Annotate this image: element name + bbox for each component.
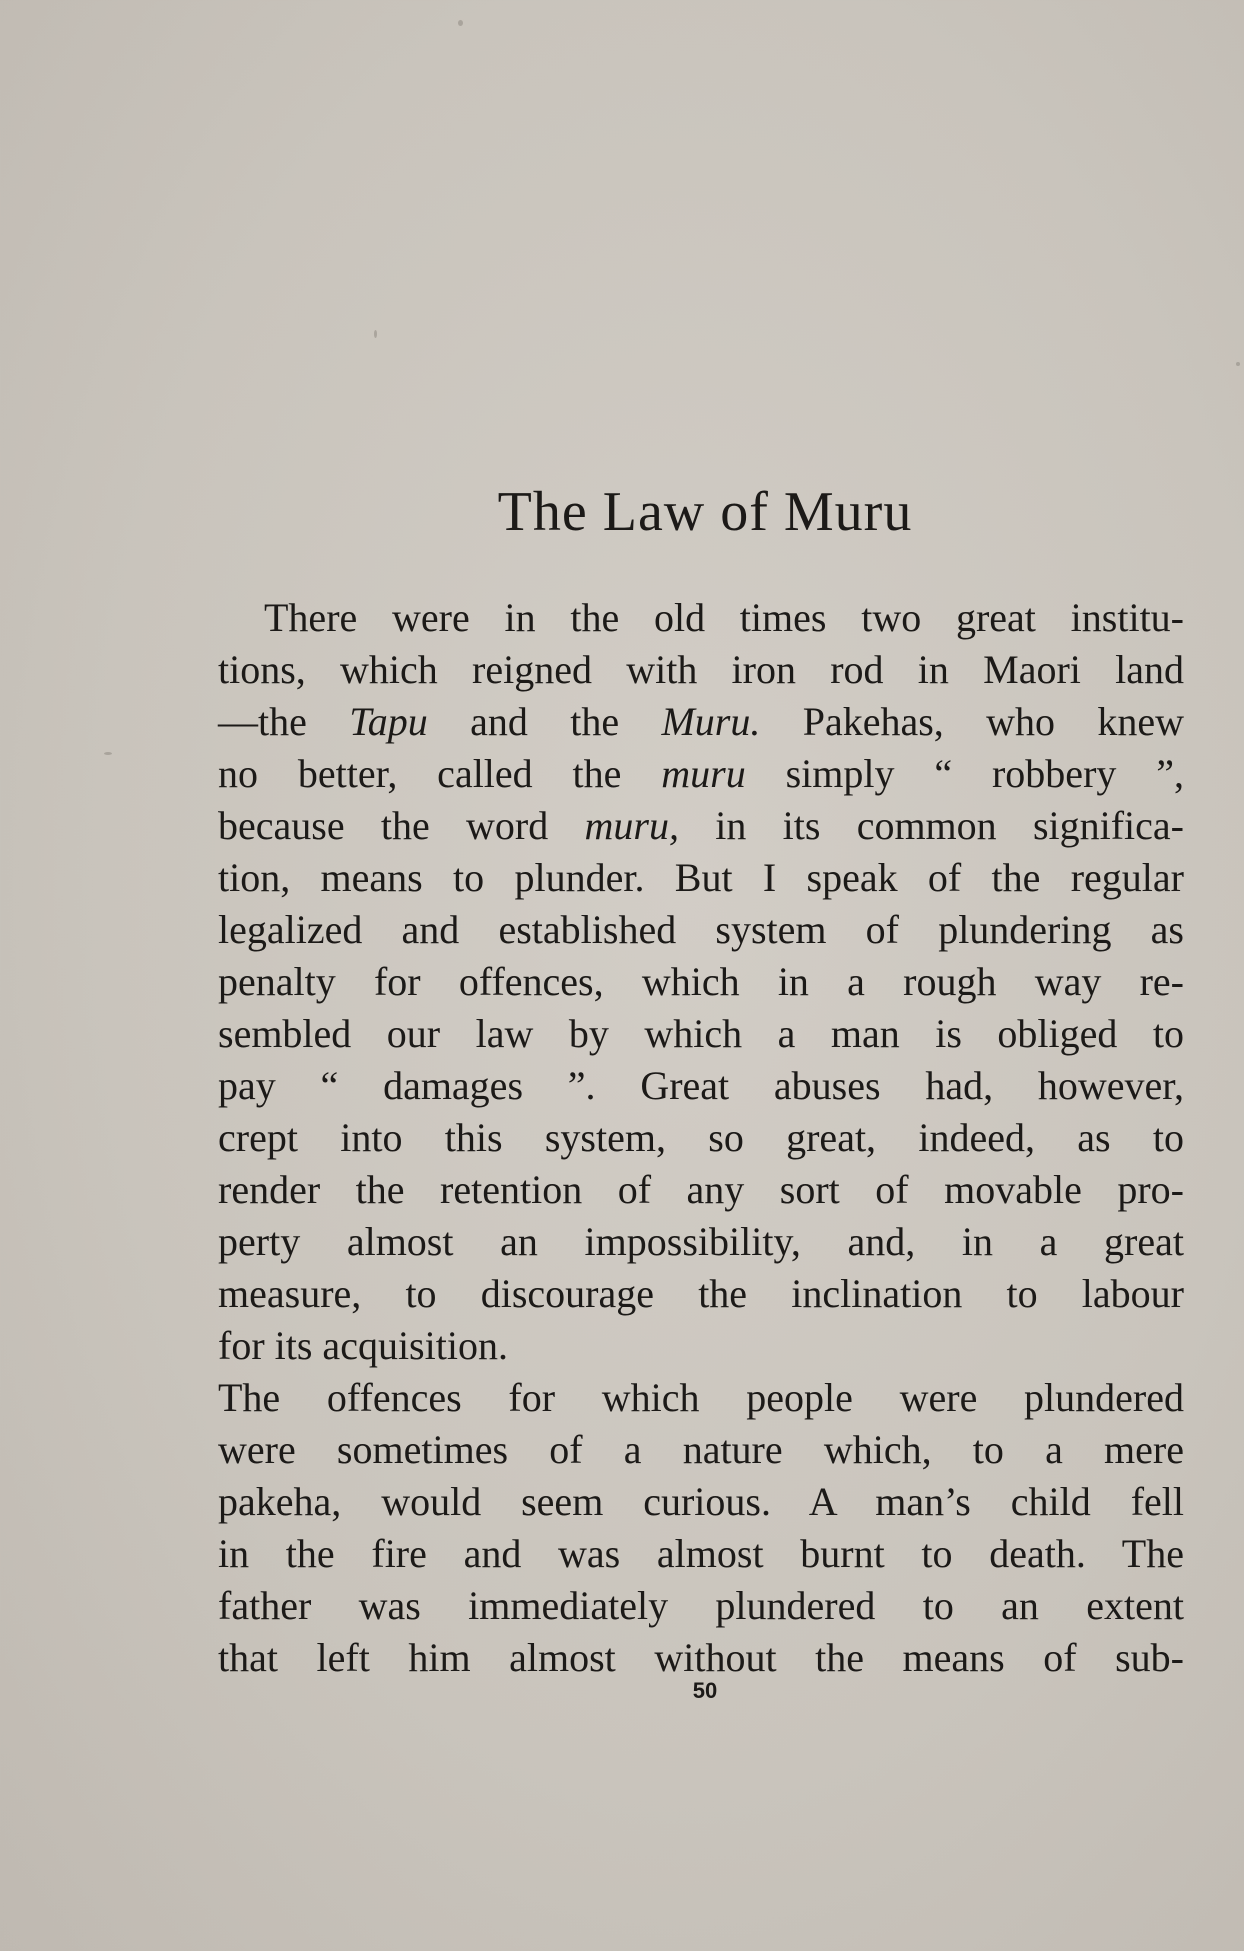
text-line: tion, means to plunder. But I speak of the regular: [218, 855, 1184, 900]
italic-term-muru: muru,: [584, 803, 679, 848]
paper-speck: [374, 330, 377, 338]
paper-speck: [104, 752, 112, 755]
text-line: pakeha, would seem curious. A man’s child fell: [218, 1479, 1184, 1524]
text-run: Pakehas, who knew: [760, 699, 1184, 744]
text-line: pay “ damages ”. Great abuses had, however,: [218, 1063, 1184, 1108]
text-line: penalty for offences, which in a rough way re-: [218, 959, 1184, 1004]
text-line: There were in the old times two great institu-: [264, 595, 1184, 640]
text-run: simply “ robbery ”,: [745, 751, 1185, 796]
text-run: no better, called the: [218, 751, 662, 796]
text-line: tions, which reigned with iron rod in Maori land: [218, 647, 1184, 692]
italic-term-muru: muru: [661, 751, 746, 796]
text-line: legalized and established system of plundering as: [218, 907, 1184, 952]
text-line: perty almost an impossibility, and, in a great: [218, 1219, 1184, 1264]
paper-speck: [458, 20, 463, 26]
text-line: were sometimes of a nature which, to a mere: [218, 1427, 1184, 1472]
text-line: [218, 800, 1184, 852]
text-line: [218, 696, 1184, 748]
text-run: because the word: [218, 803, 585, 848]
text-line: [218, 748, 1184, 800]
text-line: father was immediately plundered to an extent: [218, 1583, 1184, 1628]
text-line: crept into this system, so great, indeed, as to: [218, 1115, 1184, 1160]
text-line: render the retention of any sort of movable pro-: [218, 1167, 1184, 1212]
text-run: —the: [218, 699, 350, 744]
paper-speck: [1236, 362, 1240, 366]
text-line: The offences for which people were plundered: [218, 1375, 1184, 1420]
text-run: in its common significa-: [678, 803, 1185, 848]
text-line: in the fire and was almost burnt to death. The: [218, 1531, 1184, 1576]
page-number: 50: [692, 1678, 718, 1703]
chapter-title: The Law of Muru: [497, 481, 913, 543]
text-line: sembled our law by which a man is obliged to: [218, 1011, 1184, 1056]
text-run: and the: [427, 699, 662, 744]
italic-term-muru: Muru.: [661, 699, 761, 744]
text-line: measure, to discourage the inclination to labour: [218, 1271, 1184, 1316]
text-line: that left him almost without the means of sub-: [218, 1635, 1184, 1680]
italic-term-tapu: Tapu: [349, 699, 428, 744]
text-line: for its acquisition.: [218, 1323, 508, 1368]
